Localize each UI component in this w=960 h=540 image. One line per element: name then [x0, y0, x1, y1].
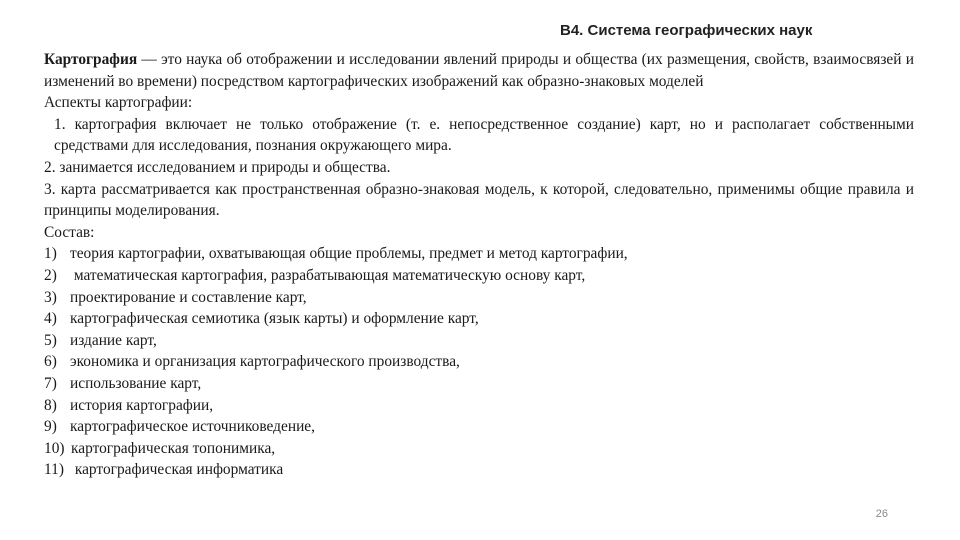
composition-item-number: 3): [44, 288, 57, 306]
composition-item-text: математическая картография, разрабатывающая математическую основу карт,: [70, 266, 586, 284]
composition-item: [44, 330, 914, 352]
composition-item: [44, 459, 914, 481]
composition-item: [44, 416, 914, 438]
composition-item-text: экономика и организация картографического производства,: [70, 353, 460, 371]
composition-item-text: картографическая информатика: [71, 461, 284, 479]
composition-item-number: 9): [44, 418, 57, 436]
aspect-item: 2. занимается исследованием и природы и общества.: [44, 158, 391, 176]
composition-item: [44, 438, 914, 460]
composition-item-text: проектирование и составление карт,: [70, 288, 307, 306]
composition-item-number: 6): [44, 353, 57, 371]
composition-item-number: 4): [44, 310, 57, 328]
page-number: 26: [875, 508, 888, 520]
composition-item-number: 11): [44, 461, 64, 479]
composition-list: [44, 243, 914, 481]
composition-item-number: 7): [44, 374, 57, 392]
composition-item-number: 5): [44, 331, 57, 349]
composition-item: [44, 351, 914, 373]
composition-item: [44, 243, 914, 265]
aspect-item: 3. карта рассматривается как пространственная образно-знаковая модель, к которой, следовательно, применимы общие правила и принципы моделирования.: [44, 180, 914, 220]
composition-item-number: 2): [44, 266, 57, 284]
composition-item-text: картографическое источниковедение,: [70, 418, 315, 436]
definition-term: Картография: [44, 51, 138, 68]
composition-item-text: картографическая топонимика,: [71, 439, 276, 457]
composition-item-text: теория картографии, охватывающая общие проблемы, предмет и метод картографии,: [70, 245, 628, 263]
slide-body: [44, 49, 914, 481]
composition-item-number: 8): [44, 396, 57, 414]
composition-item-text: использование карт,: [70, 374, 202, 392]
composition-item: [44, 373, 914, 395]
composition-item-text: история картографии,: [70, 396, 214, 414]
composition-item-number: 1): [44, 245, 57, 263]
composition-item: [44, 265, 914, 287]
composition-item: [44, 287, 914, 309]
composition-item-text: картографическая семиотика (язык карты) и оформление карт,: [70, 310, 479, 328]
composition-heading: Состав:: [44, 223, 95, 241]
composition-item: [44, 395, 914, 417]
aspects-heading: Аспекты картографии:: [44, 94, 193, 112]
slide-title: В4. Система географических наук: [560, 22, 813, 39]
composition-item-number: 10): [44, 439, 65, 457]
composition-item: [44, 308, 914, 330]
composition-item-text: издание карт,: [70, 331, 157, 349]
definition-text: — это наука об отображении и исследовании явлений природы и общества (их размещения, свойств, взаимосвязей и изменений во времени) посредством картографических изображений как образно-знаковых моделей: [44, 51, 914, 90]
aspect-item: 1. картография включает не только отображение (т. е. непосредственное создание) карт, но и располагает собственными средствами для исследования, познания окружающего мира.: [54, 115, 914, 155]
definition-paragraph: [44, 49, 914, 92]
